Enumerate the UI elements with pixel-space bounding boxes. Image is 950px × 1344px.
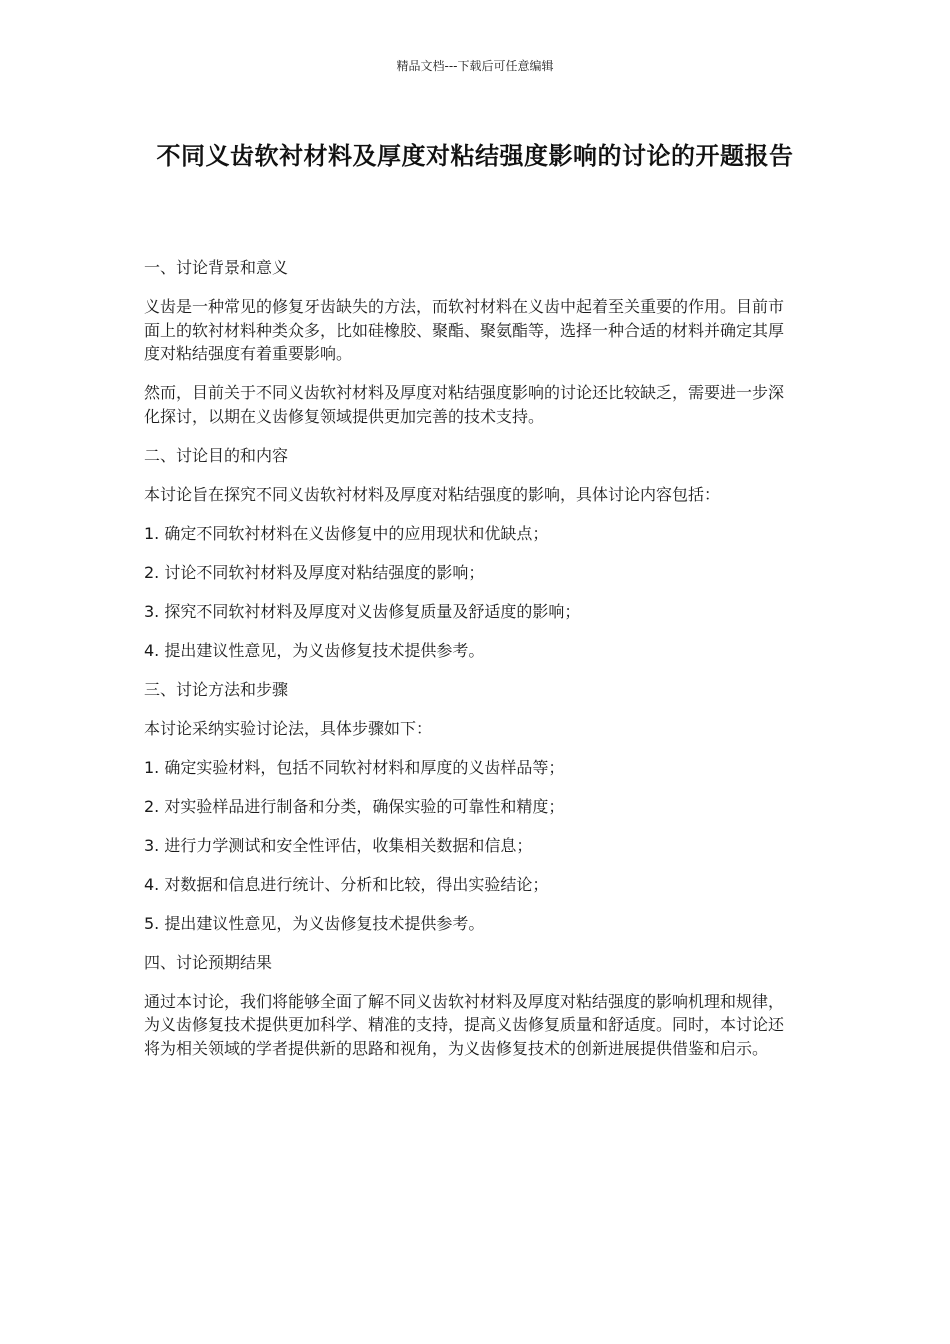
list-item: 1. 确定实验材料，包括不同软衬材料和厚度的义齿样品等； (144, 757, 565, 777)
list-item: 3. 进行力学测试和安全性评估，收集相关数据和信息； (144, 835, 533, 855)
section-heading-method: 三、讨论方法和步骤 (144, 679, 289, 699)
section-heading-background: 一、讨论背景和意义 (144, 258, 289, 277)
list-item: 4. 对数据和信息进行统计、分析和比较，得出实验结论； (144, 874, 549, 894)
header-note: 精品文档---下载后可任意编辑 (396, 59, 554, 73)
list-item: 1. 确定不同软衬材料在义齿修复中的应用现状和优缺点； (144, 523, 549, 543)
section-heading-purpose: 二、讨论目的和内容 (144, 445, 289, 465)
list-item: 3. 探究不同软衬材料及厚度对义齿修复质量及舒适度的影响； (144, 601, 581, 621)
paragraph-background-2: 然而，目前关于不同义齿软衬材料及厚度对粘结强度影响的讨论还比较缺乏，需要进一步深化探讨，以期在义齿修复领域提供更加完善的技术支持。 (144, 383, 785, 426)
list-item: 4. 提出建议性意见，为义齿修复技术提供参考。 (144, 640, 485, 660)
document-body (144, 256, 798, 1076)
list-item: 5. 提出建议性意见，为义齿修复技术提供参考。 (144, 913, 485, 933)
paragraph-background-1: 义齿是一种常见的修复牙齿缺失的方法，而软衬材料在义齿中起着至关重要的作用。目前市面上的软衬材料种类众多，比如硅橡胶、聚酯、聚氨酯等，选择一种合适的材料并确定其厚度对粘结强度有着重要影响。 (144, 297, 785, 363)
paragraph-method-intro: 本讨论采纳实验讨论法，具体步骤如下： (144, 718, 433, 738)
list-item: 2. 对实验样品进行制备和分类，确保实验的可靠性和精度； (144, 796, 565, 816)
paragraph-purpose-intro: 本讨论旨在探究不同义齿软衬材料及厚度对粘结强度的影响，具体讨论内容包括： (144, 484, 721, 504)
list-item: 2. 讨论不同软衬材料及厚度对粘结强度的影响； (144, 562, 485, 582)
document-title: 不同义齿软衬材料及厚度对粘结强度影响的讨论的开题报告 (156, 142, 794, 170)
paragraph-results: 通过本讨论，我们将能够全面了解不同义齿软衬材料及厚度对粘结强度的影响机理和规律，为义齿修复技术提供更加科学、精准的支持，提高义齿修复质量和舒适度。同时，本讨论还将为相关领域的学者提供新的思路和视角，为义齿修复技术的创新进展提供借鉴和启示。 (144, 991, 785, 1058)
section-heading-results: 四、讨论预期结果 (144, 952, 273, 972)
